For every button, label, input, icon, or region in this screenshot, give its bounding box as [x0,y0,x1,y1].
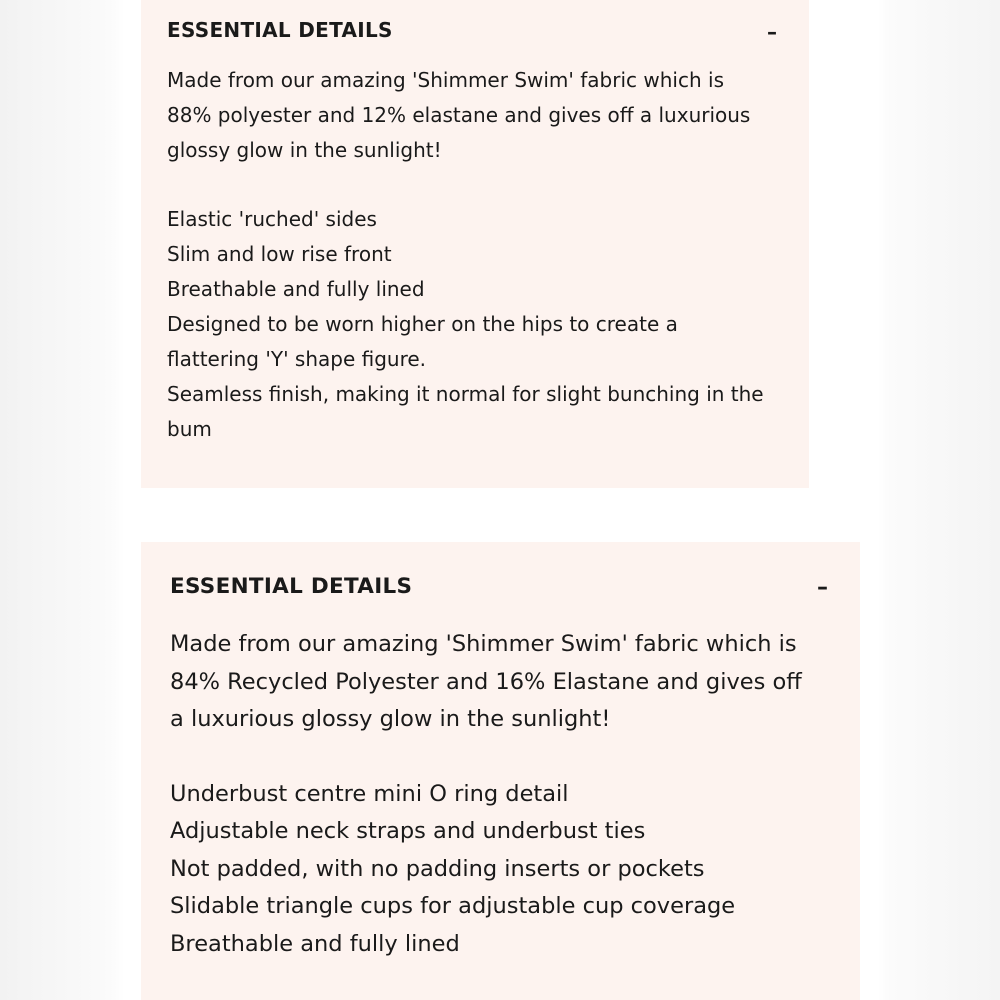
essential-details-panel-top [141,542,860,1000]
panel-header[interactable] [167,18,777,44]
panel-description: Made from our amazing 'Shimmer Swim' fabric which is 88% polyester and 12% elastane and gives off a luxurious glossy glow in the sunlight! [167,68,751,162]
feature-item: Not padded, with no padding inserts or pockets [170,855,705,882]
feature-item: Adjustable neck straps and underbust ties [170,818,646,844]
feature-item: Breathable and fully lined [170,930,460,957]
feature-item: Underbust centre mini O ring detail [170,780,569,807]
feature-item: Breathable and fully lined [167,277,425,301]
feature-item: Slidable triangle cups for adjustable cup coverage [170,893,736,919]
feature-item: Seamless finish, making it normal for slight bunching in the bum [167,382,764,441]
feature-list [170,776,820,964]
panel-header[interactable] [170,573,828,600]
feature-item: Designed to be worn higher on the hips to create a flattering 'Y' shape figure. [167,312,678,371]
feature-list [167,202,769,447]
essential-details-panel-bottoms [141,0,809,488]
panel-description: Made from our amazing 'Shimmer Swim' fabric which is 84% Recycled Polyester and 16% Elastane and gives off a luxurious glossy glow in the sunlight! [170,631,802,732]
feature-item: Slim and low rise front [167,242,392,266]
panel-title: ESSENTIAL DETAILS [167,18,393,42]
feature-item: Elastic 'ruched' sides [167,207,377,231]
collapse-toggle-icon[interactable]: – [767,20,777,44]
collapse-toggle-icon[interactable]: – [817,575,828,600]
panel-title: ESSENTIAL DETAILS [170,573,413,599]
